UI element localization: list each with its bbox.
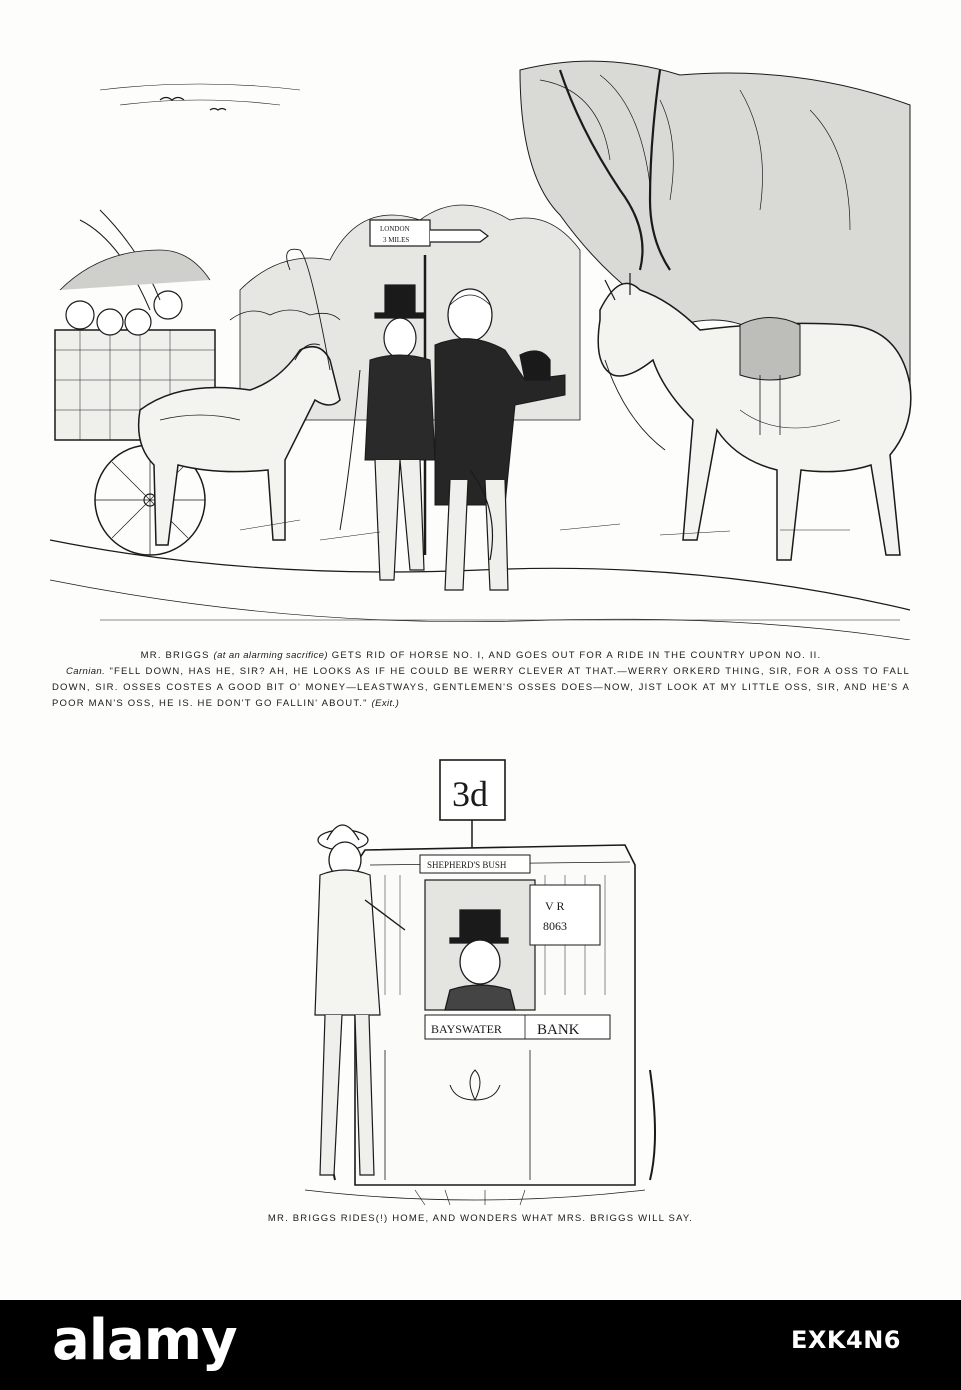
speech-text: "FELL DOWN, HAS HE, SIR? AH, HE LOOKS AS IF HE COULD BE WERRY CLEVER AT THAT.—WERRY ORKERD THING, SIR, FOR A OSS TO FALL DOWN, SIR. OSSES COSTES A GOOD BIT O' MONEY—LEASTWAYS, GENTLEMEN'S OSSES DOES—NOW, JIST LOOK AT MY LITTLE OSS, SIR, AND HE'S A POOR MAN'S OSS, HE IS. HE DON'T GO FALLIN' ABOUT." xyxy=(52,666,910,709)
speaker-name: Carnian. xyxy=(66,666,106,677)
carter-speech xyxy=(52,664,910,712)
licence-line-2: 8063 xyxy=(543,919,567,933)
side-board-left: BAYSWATER xyxy=(431,1022,502,1036)
fare-sign: 3d xyxy=(452,774,488,814)
top-caption xyxy=(52,648,910,712)
signpost-line-1: LONDON xyxy=(380,225,410,233)
licence-line-1: V R xyxy=(545,899,565,913)
stock-id: EXK4N6 xyxy=(791,1326,901,1354)
side-board-right: BANK xyxy=(537,1022,580,1038)
signpost-line-2: 3 MILES xyxy=(383,236,410,244)
country-road-illustration xyxy=(40,60,920,640)
alamy-logo: alamy xyxy=(52,1308,237,1373)
omnibus-illustration xyxy=(275,750,675,1210)
caption-lead: MR. BRIGGS xyxy=(140,650,210,661)
caption-rest: GETS RID OF HORSE NO. I, AND GOES OUT FOR A RIDE IN THE COUNTRY UPON NO. II. xyxy=(331,650,822,661)
exit-note: (Exit.) xyxy=(371,698,400,709)
bus-top-sign: SHEPHERD'S BUSH xyxy=(427,860,507,870)
bottom-caption: MR. BRIGGS RIDES(!) HOME, AND WONDERS WHAT MRS. BRIGGS WILL SAY. xyxy=(267,1213,694,1224)
top-caption-title xyxy=(52,648,910,664)
caption-aside: (at an alarming sacrifice) xyxy=(213,650,328,661)
